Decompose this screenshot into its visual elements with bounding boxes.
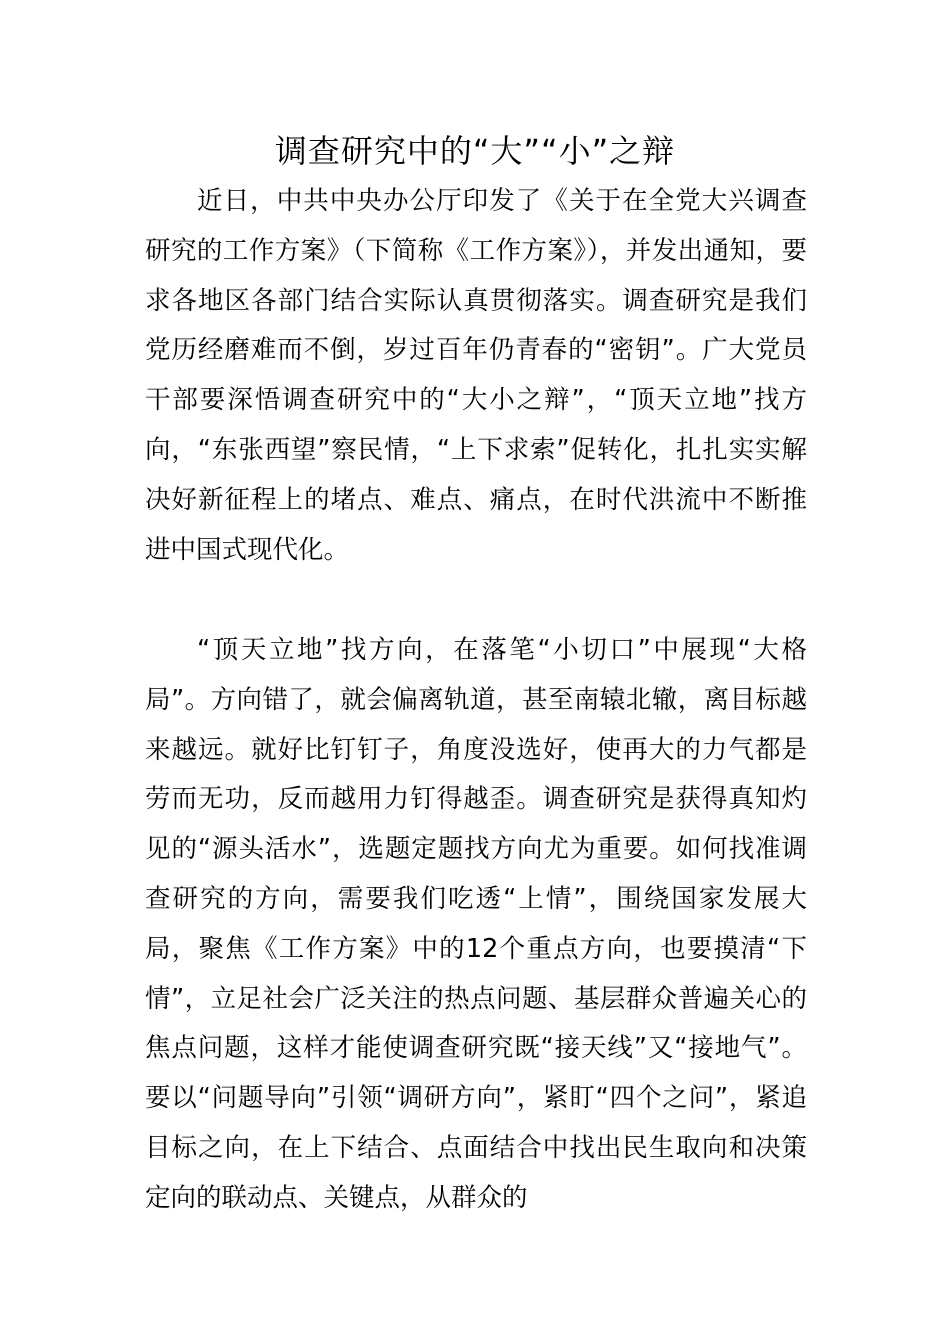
- paragraph-direction: “顶天立地”找方向，在落笔“小切口”中展现“大格局”。方向错了，就会偏离轨道，甚至南辕北辙，离目标越来越远。就好比钉钉子，角度没选好，使再大的力气都是劳而无功，反而越用力钉得越歪。调查研究是获得真知灼见的“源头活水”，选题定题找方向尤为重要。如何找准调查研究的方向，需要我们吃透“上情”，围绕国家发展大局，聚焦《工作方案》中的12个重点方向，也要摸清“下情”，立足社会广泛关注的热点问题、基层群众普遍关心的焦点问题，这样才能使调查研究既“接天线”又“接地气”。要以“问题导向”引领“调研方向”，紧盯“四个之问”，紧追目标之向，在上下结合、点面结合中找出民生取向和决策定向的联动点、关键点，从群众的: [145, 635, 807, 1213]
- paragraph-intro: 近日，中共中央办公厅印发了《关于在全党大兴调查研究的工作方案》（下简称《工作方案》），并发出通知，要求各地区各部门结合实际认真贯彻落实。调查研究是我们党历经磨难而不倒，岁过百年仍青春的“密钥”。广大党员干部要深悟调查研究中的“大小之辩”，“顶天立地”找方向，“东张西望”察民情，“上下求索”促转化，扎扎实实解决好新征程上的堵点、难点、痛点，在时代洪流中不断推进中国式现代化。: [145, 186, 807, 565]
- document-title: 调查研究中的“大”“小”之辩: [274, 132, 676, 170]
